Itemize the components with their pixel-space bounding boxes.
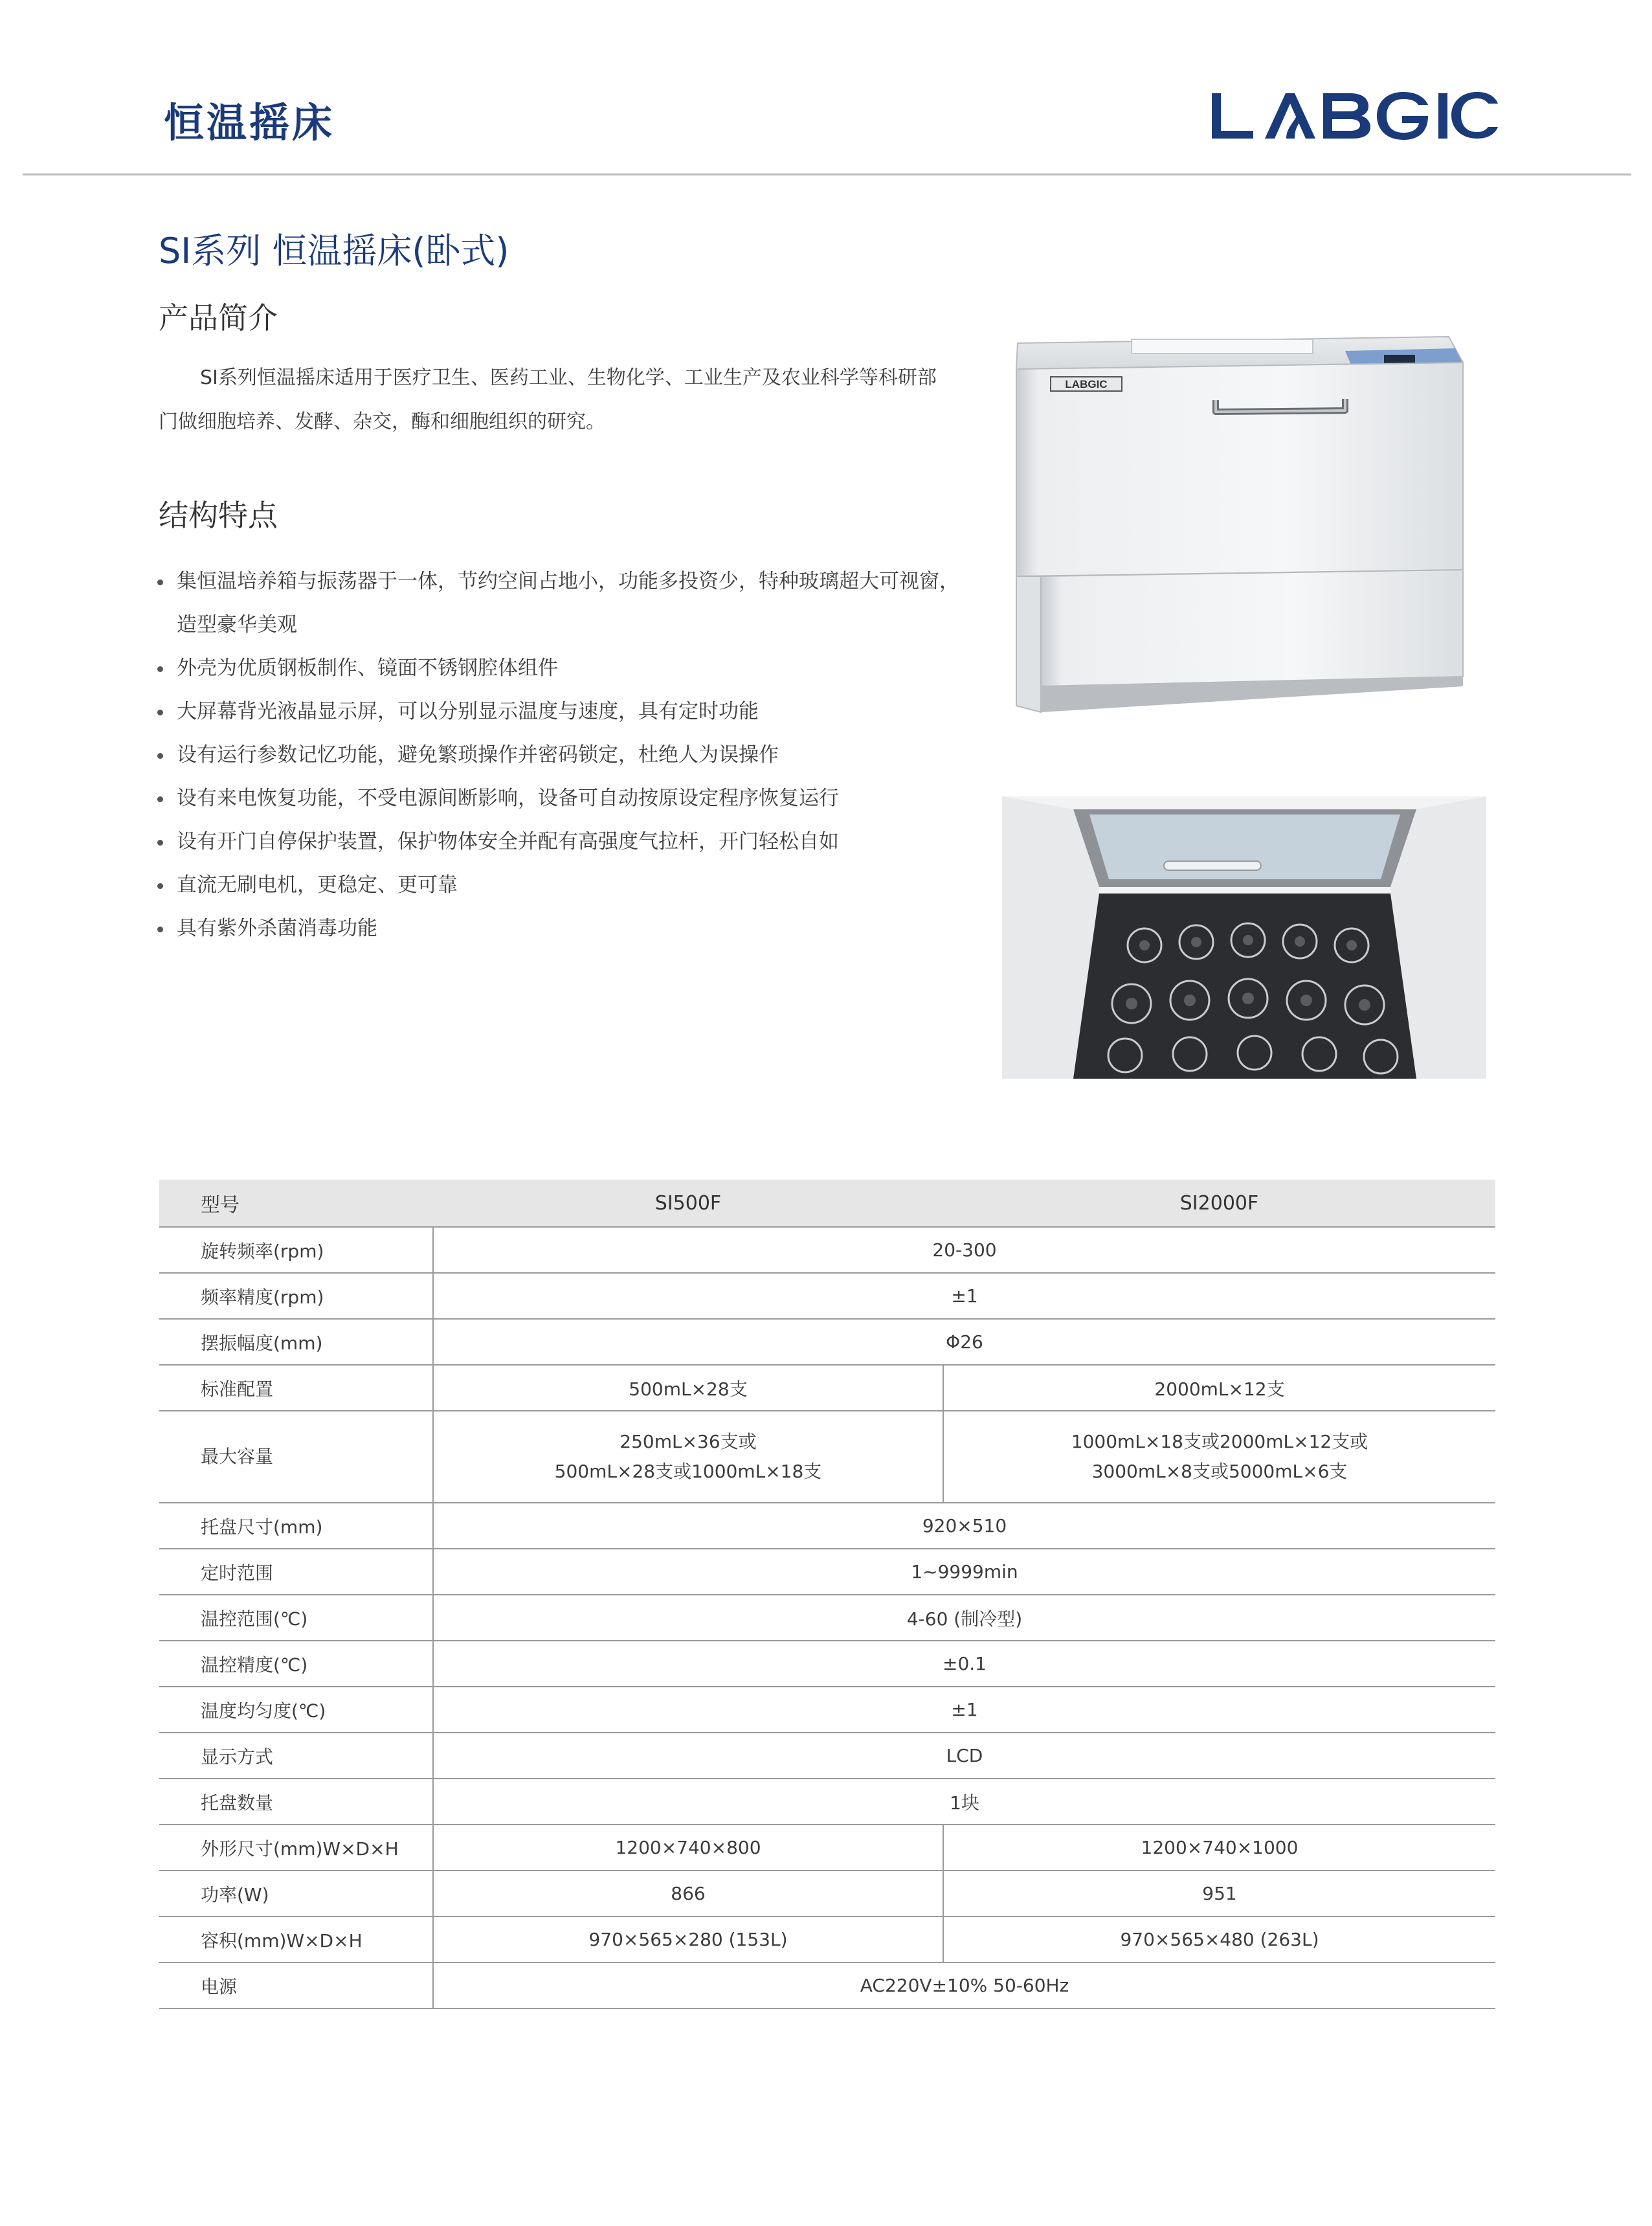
- row-value: 920×510: [433, 1503, 1495, 1549]
- row-label: 显示方式: [159, 1733, 433, 1779]
- feature-item: 集恒温培养箱与振荡器于一体，节约空间占地小，功能多投资少，特种玻璃超大可视窗，造型豪华美观: [157, 560, 960, 647]
- header-divider: [23, 174, 1631, 175]
- row-value: 4-60 (制冷型): [433, 1595, 1495, 1641]
- table-header-row: [159, 1180, 1495, 1227]
- row-value-line: 1000mL×18支或2000mL×12支或: [1071, 1431, 1368, 1452]
- table-row: [159, 1825, 1495, 1871]
- row-value-si500f: 866: [433, 1871, 943, 1917]
- row-value: AC220V±10% 50-60Hz: [433, 1962, 1495, 2008]
- row-value-si2000f: 2000mL×12支: [943, 1365, 1495, 1411]
- feature-item: 设有来电恢复功能，不受电源间断影响，设备可自动按原设定程序恢复运行: [157, 777, 960, 820]
- row-label: 频率精度(rpm): [159, 1273, 433, 1319]
- row-value: 20-300: [433, 1227, 1495, 1273]
- row-value-line: 3000mL×8支或5000mL×6支: [1091, 1461, 1348, 1482]
- row-label: 托盘数量: [159, 1779, 433, 1825]
- table-row: [159, 1733, 1495, 1779]
- intro-text: SI系列恒温摇床适用于医疗卫生、医药工业、生物化学、工业生产及农业科学等科研部门做细胞培养、发酵、杂交，酶和细胞组织的研究。: [159, 366, 937, 433]
- spec-table: [159, 1180, 1495, 2009]
- row-label: 最大容量: [159, 1411, 433, 1503]
- feature-item: 设有运行参数记忆功能，避免繁琐操作并密码锁定，杜绝人为误操作: [157, 734, 960, 777]
- feature-item: 设有开门自停保护装置，保护物体安全并配有高强度气拉杆，开门轻松自如: [157, 820, 960, 864]
- row-label: 摆振幅度(mm): [159, 1319, 433, 1365]
- table-row: [159, 1917, 1495, 1962]
- row-value-si500f: 1200×740×800: [433, 1825, 943, 1871]
- series-title: SI系列 恒温摇床(卧式): [159, 230, 509, 271]
- row-value-si2000f: [943, 1411, 1495, 1503]
- table-row: [159, 1962, 1495, 2008]
- row-label: 旋转频率(rpm): [159, 1227, 433, 1273]
- row-label: 托盘尺寸(mm): [159, 1503, 433, 1549]
- row-label: 功率(W): [159, 1871, 433, 1917]
- header-model: 型号: [159, 1180, 433, 1227]
- row-value-si500f: 970×565×280 (153L): [433, 1917, 943, 1962]
- bullet-icon: [157, 666, 163, 672]
- intro-heading: 产品简介: [159, 300, 278, 335]
- page-title: 恒温摇床: [164, 99, 335, 146]
- feature-item: 具有紫外杀菌消毒功能: [157, 907, 960, 950]
- bullet-icon: [157, 840, 163, 846]
- table-row: [159, 1319, 1495, 1365]
- bullet-icon: [157, 796, 163, 802]
- row-value: 1块: [433, 1779, 1495, 1825]
- header-si500f: SI500F: [433, 1180, 943, 1227]
- row-value-si500f: [433, 1411, 943, 1503]
- bullet-icon: [157, 710, 163, 715]
- row-value-line: 500mL×28支或1000mL×18支: [554, 1461, 822, 1482]
- product-photo-open: [1002, 796, 1486, 1079]
- row-label: 温度均匀度(℃): [159, 1687, 433, 1733]
- features-heading: 结构特点: [159, 498, 278, 533]
- bullet-icon: [157, 579, 163, 585]
- panel-brand-text: LABGIC: [1065, 378, 1108, 390]
- table-row: [159, 1227, 1495, 1273]
- bullet-icon: [157, 927, 163, 932]
- row-value-si500f: 500mL×28支: [433, 1365, 943, 1411]
- row-label: 温控精度(℃): [159, 1641, 433, 1687]
- bullet-icon: [157, 753, 163, 759]
- row-value-line: 250mL×36支或: [620, 1431, 757, 1452]
- bullet-icon: [157, 883, 163, 889]
- row-label: 标准配置: [159, 1365, 433, 1411]
- table-row: [159, 1641, 1495, 1687]
- table-row: [159, 1779, 1495, 1825]
- feature-item: 大屏幕背光液晶显示屏，可以分别显示温度与速度，具有定时功能: [157, 690, 960, 734]
- table-row: [159, 1687, 1495, 1733]
- row-label: 电源: [159, 1962, 433, 2008]
- row-value: ±1: [433, 1687, 1495, 1733]
- table-row: [159, 1595, 1495, 1641]
- table-row: [159, 1365, 1495, 1411]
- row-value: 1~9999min: [433, 1549, 1495, 1595]
- table-row: [159, 1503, 1495, 1549]
- row-value: Φ26: [433, 1319, 1495, 1365]
- row-value-si2000f: 951: [943, 1871, 1495, 1917]
- row-value: LCD: [433, 1733, 1495, 1779]
- row-label: 容积(mm)W×D×H: [159, 1917, 433, 1962]
- row-label: 外形尺寸(mm)W×D×H: [159, 1825, 433, 1871]
- feature-item: 直流无刷电机，更稳定、更可靠: [157, 864, 960, 907]
- row-value: ±1: [433, 1273, 1495, 1319]
- table-row: [159, 1549, 1495, 1595]
- row-value-si2000f: 1200×740×1000: [943, 1825, 1495, 1871]
- table-row: [159, 1411, 1495, 1503]
- row-label: 定时范围: [159, 1549, 433, 1595]
- feature-list: [157, 560, 960, 950]
- feature-item: 外壳为优质钢板制作、镜面不锈钢腔体组件: [157, 647, 960, 690]
- row-value-si2000f: 970×565×480 (263L): [943, 1917, 1495, 1962]
- table-row: [159, 1871, 1495, 1917]
- table-row: [159, 1273, 1495, 1319]
- row-value: ±0.1: [433, 1641, 1495, 1687]
- labgic-logo: [1209, 89, 1498, 141]
- header-si2000f: SI2000F: [943, 1180, 1495, 1227]
- product-photo-closed: [1002, 324, 1471, 720]
- row-label: 温控范围(℃): [159, 1595, 433, 1641]
